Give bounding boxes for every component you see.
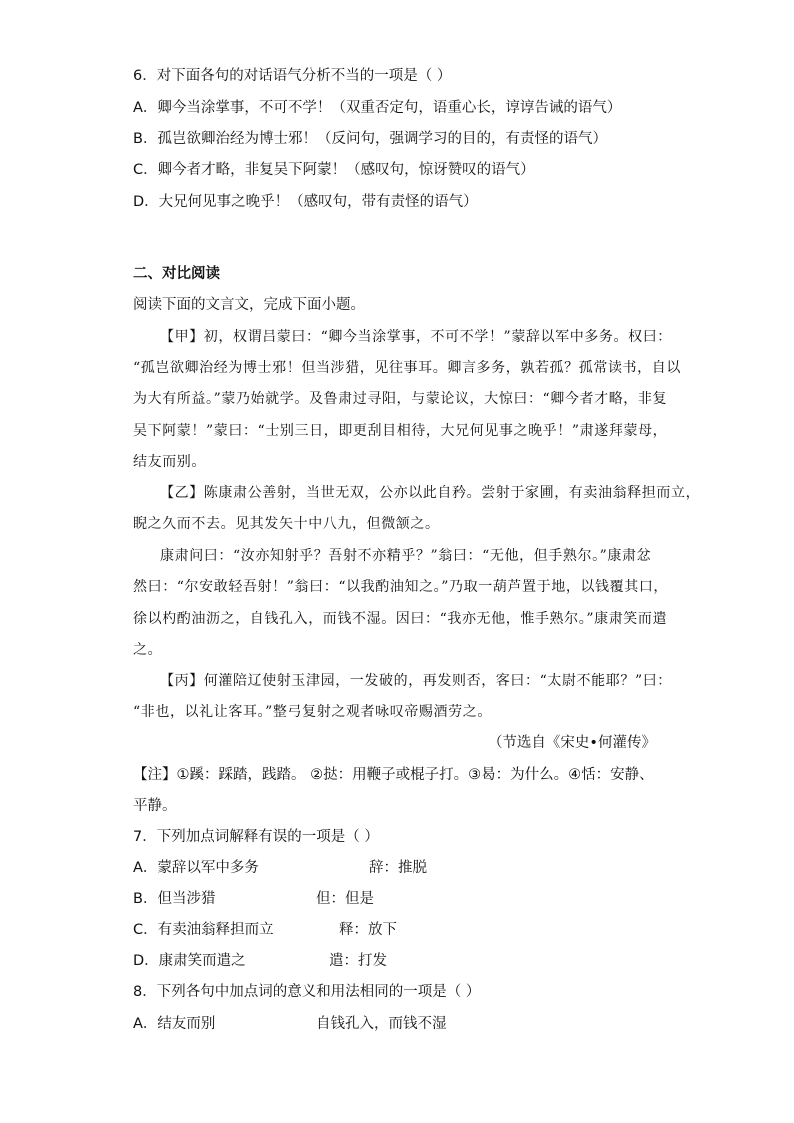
passage-jia-line-4: 吴下阿蒙！”蒙曰：“士别三日，即更刮目相待，大兄何见事之晚乎！”肃遂拜蒙母， bbox=[133, 423, 668, 439]
q7-option-d-explanation: 遣：打发 bbox=[329, 953, 387, 969]
passage-jia-line-1: 【甲】初，权谓吕蒙曰：“卿今当涂掌事，不可不学！”蒙辞以军中多务。权曰： bbox=[160, 329, 672, 345]
q7-option-b-explanation: 但：但是 bbox=[316, 891, 374, 907]
q7-option-d-text: D．康肃笑而遣之 bbox=[133, 953, 246, 969]
q8-stem: 8．下列各句中加点词的意义和用法相同的一项是（ ） bbox=[133, 984, 481, 1000]
passage-jia-line-2: “孤岂欲卿治经为博士邪！但当涉猎，见往事耳。卿言多务，孰若孤？孤常读书，自以 bbox=[133, 360, 681, 376]
q7-option-c bbox=[133, 920, 653, 940]
passage-jia-line-3: 为大有所益。”蒙乃始就学。及鲁肃过寻阳，与蒙论议，大惊曰：“卿今者才略，非复 bbox=[133, 391, 668, 407]
q7-option-a-explanation: 辞：推脱 bbox=[369, 860, 427, 876]
q8-option-a-text: A．结友而别 bbox=[133, 1016, 216, 1032]
passage-yi-line-5: 徐以杓酌油沥之，自钱孔入，而钱不湿。因曰：“我亦无他，惟手熟尔。”康肃笑而遣 bbox=[133, 611, 668, 627]
passage-yi-line-3: 康肃问曰：“汝亦知射乎？吾射不亦精乎？”翁曰：“无他，但手熟尔。”康肃忿 bbox=[160, 548, 652, 564]
q7-option-b bbox=[133, 889, 653, 909]
passage-source: （节选自《宋史•何灌传》 bbox=[487, 735, 656, 751]
notes-line-2: 平静。 bbox=[133, 798, 177, 814]
passage-yi-line-1: 【乙】陈康肃公善射，当世无双，公亦以此自矜。尝射于家圃，有卖油翁释担而立， bbox=[160, 485, 701, 501]
q6-stem: 6．对下面各句的对话语气分析不当的一项是（ ） bbox=[133, 68, 452, 84]
q7-option-d bbox=[133, 951, 653, 971]
q7-option-a-text: A．蒙辞以军中多务 bbox=[133, 860, 259, 876]
q7-option-b-text: B．但当涉猎 bbox=[133, 891, 216, 907]
passage-bing-line-1: 【丙】何灌陪辽使射玉津园，一发破的，再发则否，客曰：“太尉不能耶？”曰： bbox=[160, 673, 672, 689]
passage-yi-line-2: 睨之久而不去。见其发矢十中八九，但微颔之。 bbox=[133, 516, 440, 532]
notes-line-1: 【注】①蹊：踩踏，践踏。 ②挞：用鞭子或棍子打。③曷：为什么。④恬：安静、 bbox=[133, 767, 654, 783]
q8-option-a bbox=[133, 1014, 653, 1034]
q6-option-a: A．卿今当涂掌事，不可不学！（双重否定句，语重心长，谆谆告诫的语气） bbox=[133, 100, 622, 116]
q7-option-c-text: C．有卖油翁释担而立 bbox=[133, 922, 274, 938]
q6-option-b: B．孤岂欲卿治经为博士邪！（反问句，强调学习的目的，有责怪的语气） bbox=[133, 131, 607, 147]
q8-option-a-explanation: 自钱孔入，而钱不湿 bbox=[316, 1016, 447, 1032]
q6-option-d: D．大兄何见事之晚乎！（感叹句，带有责怪的语气） bbox=[133, 194, 478, 210]
section-instruction: 阅读下面的文言文，完成下面小题。 bbox=[133, 297, 365, 313]
passage-bing-line-2: “非也，以礼让客耳。”整弓复射之观者咏叹帝赐酒劳之。 bbox=[133, 704, 492, 720]
passage-jia-line-5: 结友而别。 bbox=[133, 454, 206, 470]
q6-option-c: C．卿今者才略，非复吴下阿蒙！（感叹句，惊讶赞叹的语气） bbox=[133, 162, 535, 178]
section-title: 二、对比阅读 bbox=[133, 266, 220, 282]
q7-stem: 7．下列加点词解释有误的一项是（ ） bbox=[133, 829, 379, 845]
passage-yi-line-4: 然曰：“尔安敢轻吾射！”翁曰：“以我酌油知之。”乃取一葫芦置于地，以钱覆其口， bbox=[133, 579, 669, 595]
passage-yi-line-6: 之。 bbox=[133, 642, 163, 658]
q7-option-a bbox=[133, 858, 653, 878]
q7-option-c-explanation: 释：放下 bbox=[339, 922, 397, 938]
